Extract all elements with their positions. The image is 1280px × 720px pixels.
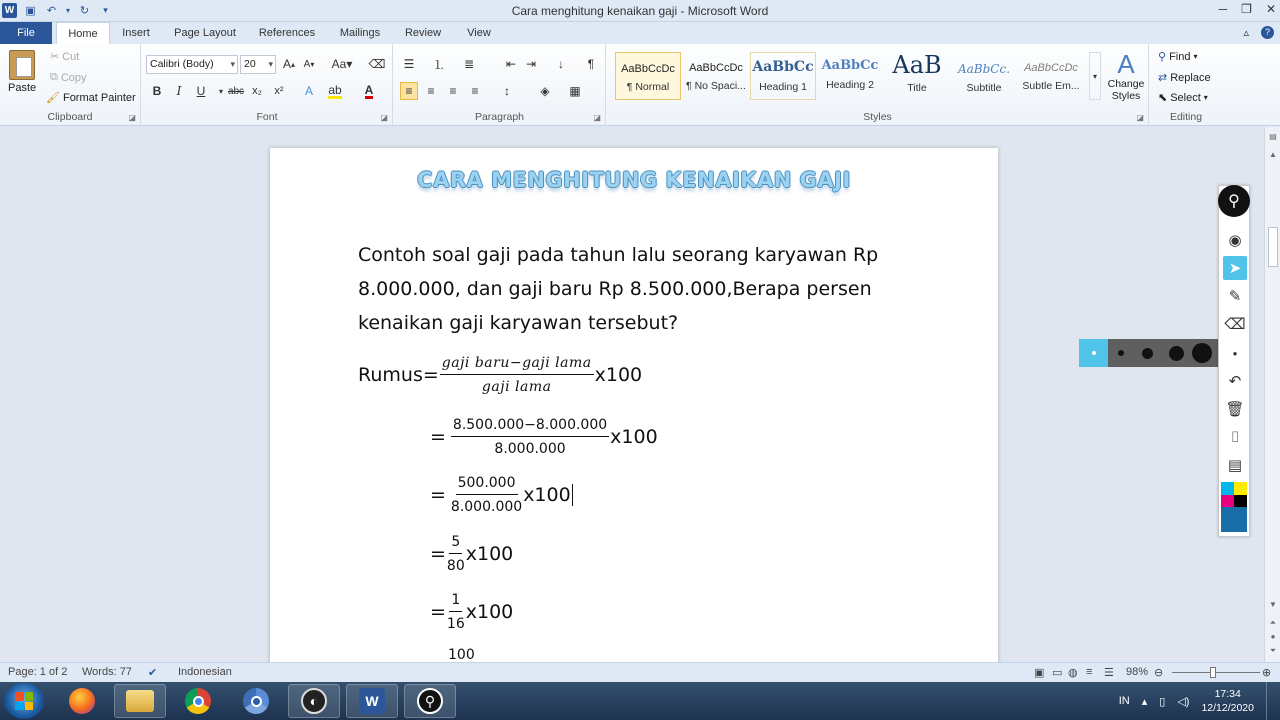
vertical-scrollbar[interactable] [1264,127,1280,662]
styles-group-label: Styles [863,111,892,123]
pen-size-bar [1079,339,1219,367]
cut-button[interactable]: ✂ Cut [50,50,80,63]
show-desktop-button[interactable] [1266,682,1274,720]
step-1-fraction [451,416,609,458]
pen-size-4[interactable] [1169,346,1184,361]
paste-icon [9,50,35,80]
swatch-blue-c[interactable] [1221,520,1234,533]
scrollbar-thumb[interactable] [1268,227,1278,267]
italic-button[interactable]: I [176,84,182,98]
document-title: CARA MENGHITUNG KENAIKAN GAJI [417,168,851,192]
formula-multiplier: x100 [594,364,643,386]
borders-icon[interactable]: ▦ [569,84,581,98]
eye-icon[interactable]: ◉ [1228,232,1242,249]
status-bar [0,662,1280,682]
clock-time: 17:34 [1214,688,1241,700]
formula-line [358,354,642,396]
step-4-line [430,591,513,633]
format-painter-button[interactable]: 🖌 Format Painter [46,91,136,104]
system-tray [1119,682,1274,720]
dot-icon[interactable]: ● [1232,348,1238,358]
word-count[interactable]: Words: 77 [82,666,132,678]
print-layout-view-icon[interactable]: ▣ [1034,667,1045,679]
replace-icon: ⇄ [1158,72,1168,84]
style-subtitle[interactable]: AaBbCc. Subtitle [957,62,1011,94]
find-button[interactable]: ⚲ Find ▾ [1158,50,1198,63]
pen-size-1[interactable] [1079,339,1108,367]
align-right-icon[interactable]: ≡ [449,84,457,98]
styles-scroll-icon[interactable]: ▾ [1089,52,1101,100]
strikethrough-button[interactable]: abc [227,85,245,97]
step-2-fraction [451,474,522,516]
decrease-indent-icon[interactable]: ⇤ [505,57,517,71]
redo-icon[interactable]: ↻ [79,5,90,17]
underline-button[interactable]: U [196,84,206,98]
formula-denominator: gaji lama [481,379,552,395]
pen-size-2[interactable] [1118,350,1124,356]
chrome-icon [243,688,269,714]
step-1-line [430,416,658,458]
font-launcher-icon[interactable]: ◪ [380,113,388,122]
style-subtle-emphasis[interactable]: AaBbCcDc Subtle Em... [1022,62,1080,92]
pen-size-5[interactable] [1192,343,1212,363]
font-name-combo[interactable]: Calibri (Body) ▾ [146,55,238,74]
highlight-icon[interactable]: ab [328,82,342,97]
tab-insert[interactable]: Insert [122,27,150,39]
scroll-up-icon[interactable]: ▲ [1269,150,1277,159]
step-2-equals: = [430,484,446,506]
step-3-fraction [447,533,465,575]
step-3-numerator: 5 [449,533,462,554]
previous-page-icon[interactable]: ⏶ [1269,618,1277,627]
eraser-icon[interactable]: ⌫ [1224,316,1246,333]
step-1-numerator: 8.500.000−8.000.000 [451,416,609,437]
font-group [142,44,393,126]
clock[interactable] [1201,687,1254,715]
pen-size-3[interactable] [1142,348,1153,359]
select-button[interactable]: ⬉ Select ▾ [1158,91,1208,104]
change-styles-icon: A [1117,49,1135,79]
text-effects-icon[interactable]: A [304,84,313,98]
step-2-numerator: 500.000 [456,474,518,495]
restore-icon[interactable]: ❐ [1241,2,1252,16]
swatch-magenta[interactable] [1221,495,1234,508]
paste-button[interactable]: Paste [8,50,36,94]
paragraph-group-label: Paragraph [474,111,525,123]
multilevel-list-icon[interactable]: ≣ [463,57,475,71]
tab-references[interactable]: References [258,27,316,39]
outline-view-icon[interactable]: ≡ [1086,666,1093,678]
step-4-multiplier: x100 [465,601,514,623]
show-formatting-icon[interactable]: ¶ [587,57,595,71]
taskbar-obs[interactable] [288,684,340,718]
taskbar-word[interactable] [346,684,398,718]
step-2-multiplier: x100 [523,484,571,506]
text-cursor [572,484,573,506]
tab-file[interactable]: File [0,22,52,44]
swatch-blue-b[interactable] [1234,507,1247,520]
paragraph-group [394,44,606,126]
step-4-fraction [447,591,465,633]
underline-dropdown-icon[interactable]: ▾ [218,86,223,96]
title-bar [0,0,1280,22]
zoom-out-icon[interactable]: ⊖ [1154,667,1164,679]
pen-icon[interactable]: ✎ [1228,288,1242,305]
swatch-black[interactable] [1234,495,1247,508]
full-screen-view-icon[interactable]: ▭ [1052,667,1063,679]
tab-mailings[interactable]: Mailings [339,27,381,39]
window-controls [1219,2,1276,16]
step-4-numerator: 1 [449,591,462,612]
tab-page-layout[interactable]: Page Layout [174,27,236,39]
step-1-equals: = [430,426,446,448]
window-title: Cara menghitung kenaikan gaji - Microsoft Word [511,4,769,18]
color-swatches [1221,482,1247,532]
change-styles-button[interactable]: A Change Styles [1107,49,1145,102]
document-workspace [0,127,1264,662]
help-icon[interactable]: ? [1261,26,1274,39]
numbering-icon[interactable]: ⒈ [432,57,445,72]
step-3-multiplier: x100 [465,543,514,565]
taskbar-pen-tool[interactable] [404,684,456,718]
ribbon-right-controls [1243,26,1274,39]
format-painter-icon: 🖌 [46,92,60,104]
annotation-palette [1218,185,1250,537]
font-color-icon[interactable]: A [364,82,374,97]
swatch-blue-a[interactable] [1221,507,1234,520]
editing-group-label: Editing [1169,111,1203,123]
ribbon [0,44,1280,126]
increase-indent-icon[interactable]: ⇥ [525,57,537,71]
document-paragraph: Contoh soal gaji pada tahun lalu seorang karyawan Rp 8.000.000, dan gaji baru Rp 8.500.000,Berapa persen kenaikan gaji karyawan tersebut? [358,244,879,334]
clipboard-launcher-icon[interactable]: ◪ [128,113,136,122]
step-1-multiplier: x100 [610,426,658,448]
copy-button[interactable]: ⧉ Copy [50,71,87,84]
style-no-spacing[interactable]: AaBbCcDc ¶ No Spaci... [686,62,746,92]
clipboard-group-label: Clipboard [47,111,93,123]
step-2-line [430,474,573,516]
file-explorer-icon [126,690,154,712]
next-page-icon[interactable]: ⏷ [1269,646,1277,655]
camera-icon[interactable]: ⌷ [1230,428,1240,446]
style-heading-1[interactable]: AaBbCc Heading 1 [750,52,816,100]
chrome-icon [185,688,211,714]
taskbar-chrome-2[interactable] [230,684,282,718]
pen-app-logo-icon[interactable]: ⚲ [1218,185,1250,217]
styles-launcher-icon[interactable]: ◪ [1136,113,1144,122]
clipboard-group [0,44,141,126]
shading-icon[interactable]: ◈ [540,84,550,98]
clipboard-icon[interactable]: ▤ [1227,457,1243,474]
step-3-denominator: 80 [446,558,465,574]
binoculars-icon: ⚲ [1158,51,1167,63]
undo-icon[interactable]: ↶ [46,5,57,17]
input-language[interactable]: IN [1118,695,1130,707]
firefox-icon [69,688,95,714]
scissors-icon: ✂ [50,51,60,63]
clear-formatting-icon[interactable]: ⌫ [368,57,386,71]
ribbon-tabs [0,22,1280,44]
battery-icon[interactable]: ▯ [1159,695,1166,708]
volume-icon[interactable]: ◁) [1177,695,1190,708]
justify-icon[interactable]: ≡ [471,84,479,98]
paragraph-launcher-icon[interactable]: ◪ [593,113,601,122]
step-2-denominator: 8.000.000 [450,499,523,515]
zoom-in-icon[interactable]: ⊕ [1262,667,1272,679]
obs-icon: ◐ [301,688,327,714]
proofing-icon[interactable]: ✔ [148,667,158,679]
pen-tool-icon: ⚲ [417,688,443,714]
scroll-down-icon[interactable]: ▼ [1269,600,1277,609]
minimize-icon[interactable]: ─ [1218,2,1228,16]
style-normal[interactable]: AaBbCcDc ¶ Normal [615,52,681,100]
language-indicator[interactable]: Indonesian [178,666,232,678]
close-icon[interactable]: ✕ [1265,2,1276,16]
zoom-slider-track[interactable] [1172,672,1260,673]
word-app-icon[interactable]: W [2,3,17,18]
minimize-ribbon-icon[interactable]: ▵ [1243,27,1249,39]
word-icon: W [359,688,385,714]
align-left-icon[interactable]: ≡ [400,82,418,100]
trash-icon[interactable]: 🗑 [1225,401,1245,418]
undo-dropdown-icon[interactable]: ▾ [65,6,70,15]
formula-fraction [440,354,594,396]
customize-qat-icon[interactable]: ▾ [103,5,108,15]
taskbar-firefox[interactable] [56,684,108,718]
zoom-slider-thumb[interactable] [1210,667,1216,678]
zoom-level[interactable]: 98% [1126,666,1149,678]
step-3-equals: = [430,543,446,565]
step-1-denominator: 8.000.000 [494,441,566,457]
undo-stroke-icon[interactable]: ↶ [1228,373,1242,390]
step-3-line [430,533,513,575]
change-case-icon[interactable]: Aa▾ [331,57,353,71]
document-page[interactable] [270,148,998,662]
font-group-label: Font [256,111,278,123]
style-heading-2[interactable]: AaBbCc Heading 2 [821,58,879,91]
start-button[interactable] [4,683,44,719]
save-icon[interactable]: ▣ [25,5,36,17]
swatch-yellow[interactable] [1234,482,1247,495]
align-center-icon[interactable]: ≡ [427,84,435,98]
superscript-button[interactable]: x² [274,85,284,97]
tab-home[interactable]: Home [56,22,110,45]
web-layout-view-icon[interactable]: ◍ [1068,667,1078,679]
tab-review[interactable]: Review [404,27,442,39]
cursor-arrow-icon[interactable]: ➤ [1223,256,1247,280]
sort-icon[interactable]: ↓ [558,57,564,71]
taskbar-chrome[interactable] [172,684,224,718]
select-icon: ⬉ [1158,92,1168,104]
step-5-numerator: 100 [448,647,475,662]
grow-font-icon[interactable]: A ▴ [282,57,296,71]
browse-object-icon[interactable]: ● [1270,632,1276,641]
bold-button[interactable]: B [152,84,162,98]
bullets-icon[interactable]: ☰ [403,57,415,71]
styles-group [607,44,1149,126]
draft-view-icon[interactable]: ☰ [1104,667,1114,679]
tab-view[interactable]: View [467,27,491,39]
subscript-button[interactable]: x₂ [252,85,262,97]
formula-numerator: gaji baru−gaji lama [440,354,594,375]
step-5-line [448,647,475,662]
show-hidden-icons-icon[interactable]: ▴ [1141,695,1148,708]
taskbar-file-explorer[interactable] [114,684,166,718]
copy-icon: ⧉ [50,71,58,83]
taskbar [0,682,1280,720]
shrink-font-icon[interactable]: A ▾ [303,58,315,70]
formula-label: Rumus= [358,364,439,386]
swatch-cyan[interactable] [1221,482,1234,495]
replace-button[interactable]: ⇄ Replace [1158,71,1211,84]
swatch-blue-d[interactable] [1234,520,1247,533]
clock-date: 12/12/2020 [1201,702,1254,714]
page-count[interactable]: Page: 1 of 2 [8,666,68,678]
editing-group [1150,44,1222,126]
ruler-toggle-icon[interactable]: ▤ [1269,132,1277,141]
font-size-combo[interactable]: 20 ▾ [240,55,276,74]
windows-logo-icon [15,692,33,710]
line-spacing-icon[interactable]: ↕ [504,84,510,98]
step-4-denominator: 16 [446,616,465,632]
step-4-equals: = [430,601,446,623]
style-title[interactable]: AaB Title [892,52,942,94]
